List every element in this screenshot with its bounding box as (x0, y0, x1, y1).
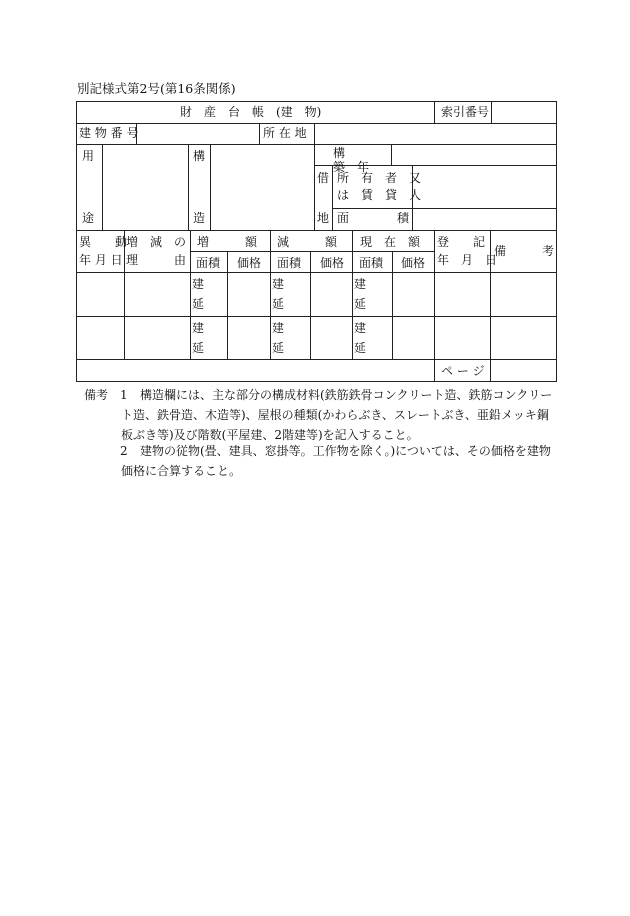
decrease-price-header: 価格 (320, 256, 345, 270)
page-label: ペ ー ジ (441, 364, 485, 378)
current-floor-label: 延 (354, 297, 367, 311)
construction-year-label-top: 構 (333, 146, 346, 160)
increase-floor-label: 延 (192, 297, 205, 311)
construction-year-cell (315, 145, 391, 174)
note-2-line-2: 価格に合算すること。 (121, 464, 242, 478)
increase-building-label: 建 (192, 321, 205, 335)
current-amount-header: 現 在 額 (360, 235, 421, 249)
decrease-building-label: 建 (272, 277, 285, 291)
change-date-label-1: 異 動 (79, 235, 128, 249)
structure-label-top: 構 (193, 149, 206, 163)
owner-field[interactable] (413, 166, 556, 208)
land-area-field[interactable] (413, 209, 556, 230)
increase-amount-header: 増 額 (197, 235, 258, 249)
building-number-label: 建 物 番 号 (79, 126, 139, 140)
decrease-floor-label: 延 (272, 297, 285, 311)
increase-building-label: 建 (192, 277, 205, 291)
current-floor-label: 延 (354, 341, 367, 355)
note-1-line-1: 構造欄には、主な部分の構成材料(鉄筋鉄骨コンクリート造、鉄筋コンクリー (140, 388, 553, 402)
change-date-label-2: 年 月 日 (79, 253, 123, 267)
structure-label-bottom: 造 (193, 211, 206, 225)
change-reason-label-1: 増 減 の (126, 235, 187, 249)
current-price-header: 価格 (401, 256, 426, 270)
current-building-label: 建 (354, 277, 367, 291)
owner-label-line2: は 賃 貸 人 (337, 188, 422, 202)
index-number-label: 索引番号 (441, 105, 490, 119)
notes-label: 備考 (84, 388, 109, 402)
use-field[interactable] (103, 145, 188, 230)
note-1-number: 1 (120, 388, 128, 402)
increase-area-header: 面積 (196, 256, 221, 270)
current-area-header: 面積 (359, 256, 384, 270)
change-reason-label-2: 理 由 (126, 253, 187, 267)
decrease-area-header: 面積 (277, 256, 302, 270)
decrease-amount-header: 減 額 (277, 235, 338, 249)
use-label-top: 用 (82, 149, 95, 163)
building-number-field[interactable] (137, 124, 259, 144)
registration-date-label-2: 年 月 日 (437, 253, 498, 267)
decrease-building-label: 建 (272, 321, 285, 335)
location-field[interactable] (315, 124, 556, 144)
construction-year-label-bottom: 築 年 (333, 160, 370, 174)
remarks-header: 備 考 (494, 244, 555, 258)
current-building-label: 建 (354, 321, 367, 335)
decrease-floor-label: 延 (272, 341, 285, 355)
land-area-label: 面 積 (337, 211, 410, 225)
page-number-field[interactable] (491, 360, 556, 381)
increase-floor-label: 延 (192, 341, 205, 355)
structure-field[interactable] (211, 145, 314, 230)
ledger-title: 財 産 台 帳 (建 物) (180, 105, 322, 119)
leased-land-label-bottom: 地 (317, 211, 330, 225)
location-label: 所 在 地 (263, 126, 307, 140)
registration-date-label-1: 登 記 (437, 235, 486, 249)
note-2-number: 2 (120, 444, 128, 458)
owner-label-line1: 所 有 者 又 (337, 171, 422, 185)
note-1-line-2: ト造、鉄骨造、木造等)、屋根の種類(かわらぶき、スレートぶき、亜鉛メッキ鋼 (121, 408, 549, 422)
leased-land-label-top: 借 (317, 171, 330, 185)
note-1-line-3: 板ぶき等)及び階数(平屋建、2階建等)を記入すること。 (121, 428, 419, 442)
index-number-field[interactable] (492, 102, 556, 123)
note-2-line-1: 建物の従物(畳、建具、窓掛等。工作物を除く。)については、その価格を建物 (140, 444, 551, 458)
increase-price-header: 価格 (237, 256, 262, 270)
construction-year-field[interactable] (392, 145, 556, 165)
use-label-bottom: 途 (82, 211, 95, 225)
form-heading: 別記様式第2号(第16条関係) (77, 81, 236, 96)
